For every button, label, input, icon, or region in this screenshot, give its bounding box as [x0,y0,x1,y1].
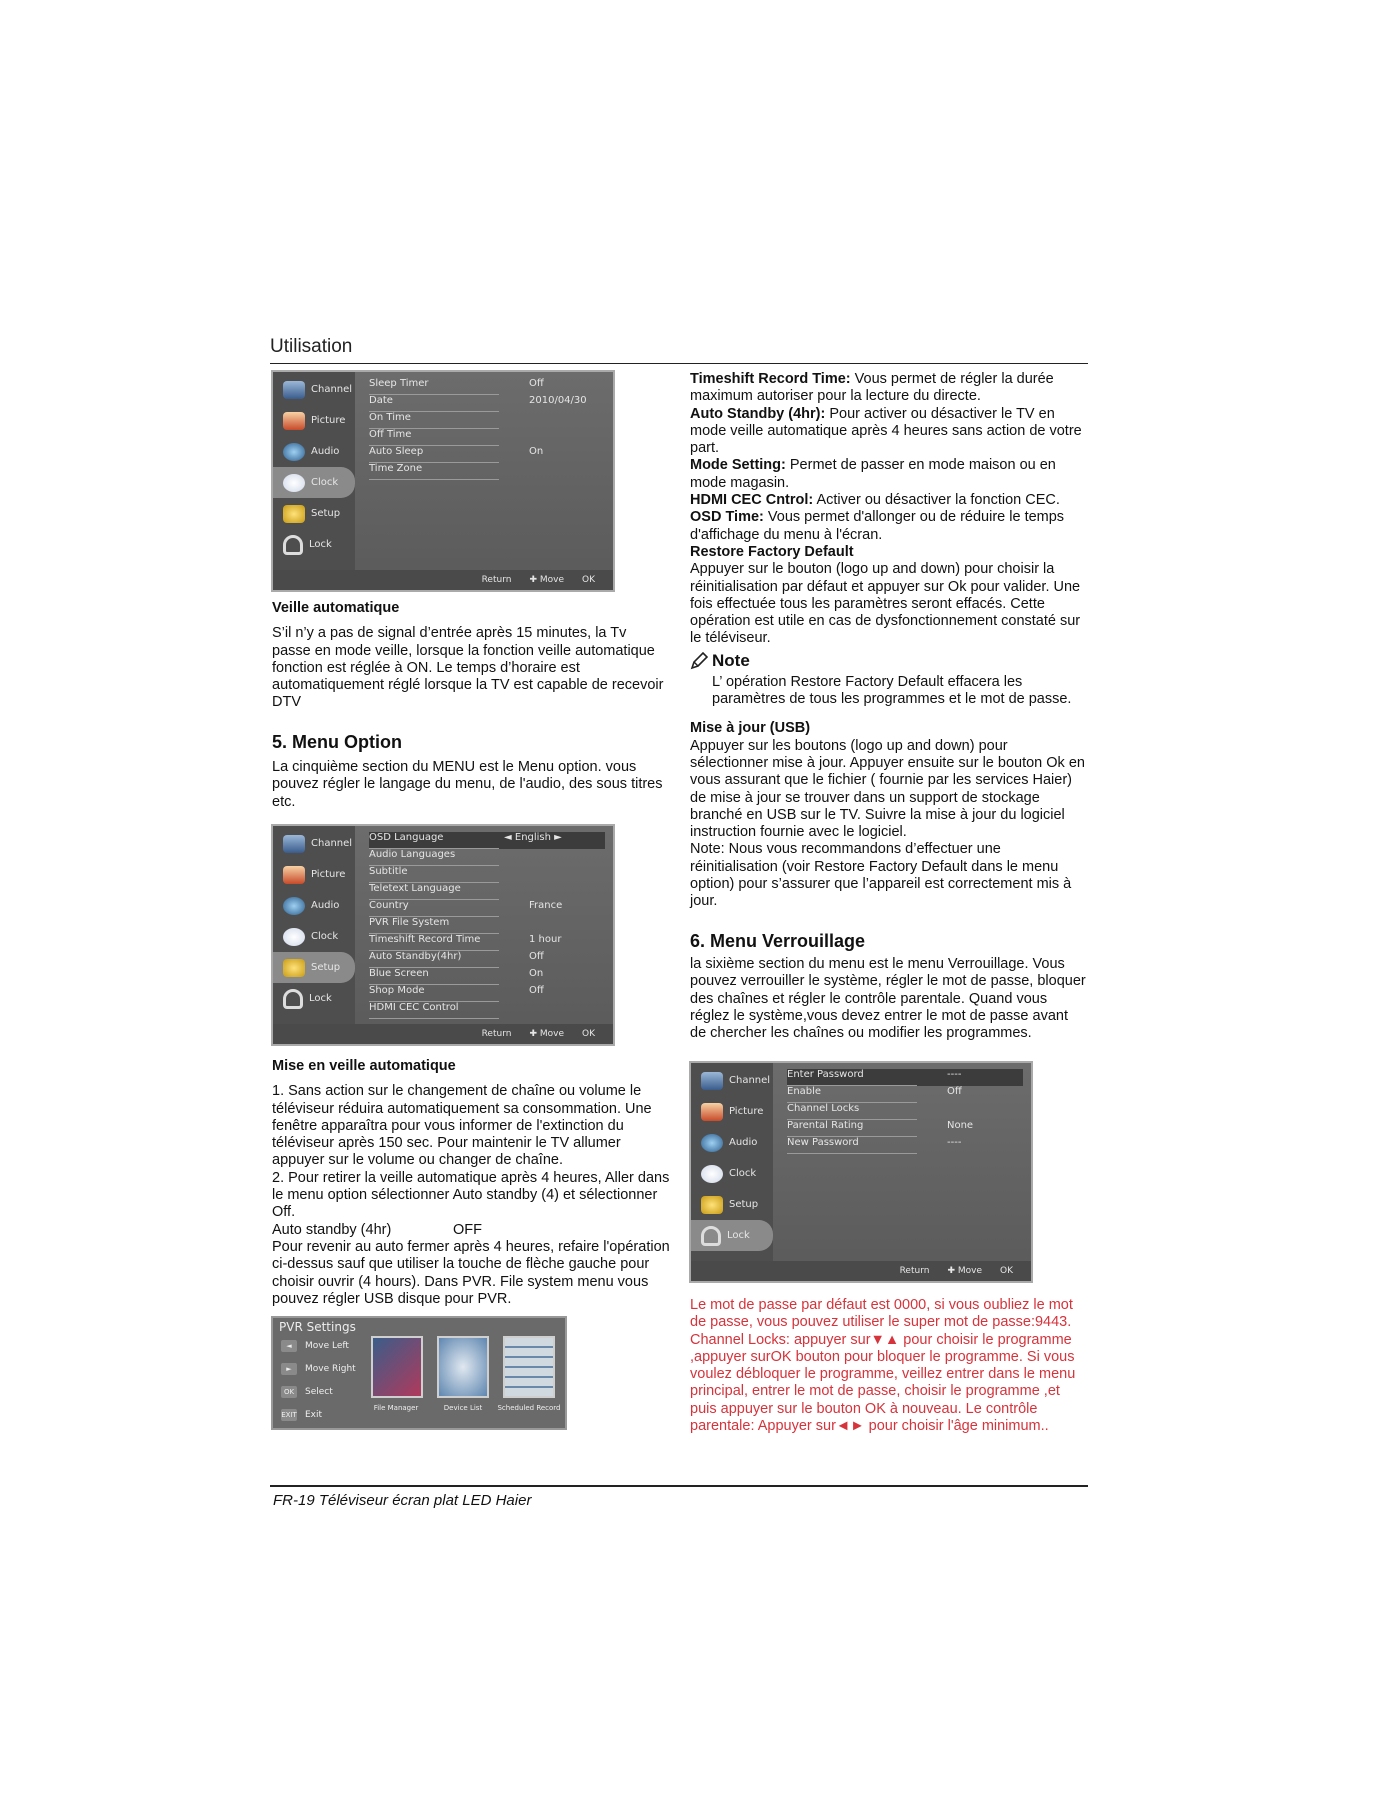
osd-clock-rows [369,378,605,480]
mise-veille-p1: 1. Sans action sur le changement de chaîne ou volume le téléviseur réduira automatiquement sa consommation. Une fenêtre apparaîtra pour vous informer de l'extinction du téléviseur après 150 sec. Pour maintenir le TV allumer appuyer sur le volume ou changer de chaîne. [272,1083,652,1169]
page-title: Utilisation [270,336,353,357]
auto-standby-line: Auto standby (4hr) OFF [272,1221,482,1238]
mise-veille-p4: Pour revenir au auto fermer après 4 heures, refaire l'opération ci-dessus sauf que utiliser la touche de flèche gauche pour choisir ouvrir (4 hours). Dans PVR. File system menu vous pouvez régler USB disque pour PVR. [272,1238,670,1307]
osd-side-setup: Setup [691,1189,773,1220]
osd-side-channel: Channel [273,374,355,405]
device-list-tile-icon [437,1336,489,1398]
password-paragraph: Le mot de passe par défaut est 0000, si vous oubliez le mot de passe, vous pouvez utiliser le super mot de passe:9443. Channel Locks: appuyer sur▼▲ pour choisir le programme ,appuyer surOK bouton pour bloquer le programme. Si vous voulez débloquer le programme, veillez entrer dans le menu principal, entrer le mot de passe, choisir le programme ,et puis appuyer sur le bouton OK à nouveau. Le contrôle parentale: Appuyer sur◄► pour choisir l'âge minimum.. [690,1297,1076,1435]
ok-hint: OK [582,1029,595,1039]
pvr-settings-screenshot [271,1316,567,1430]
pvr-title: PVR Settings [279,1320,356,1334]
return-hint: Return [899,1266,930,1276]
osd-row: Subtitle [369,866,605,883]
scheduled-record-tile-icon [503,1336,555,1398]
osd-bottom-bar [691,1261,1031,1281]
hdmi-paragraph: HDMI CEC Cntrol: Activer ou désactiver la fonction CEC. [690,492,1060,509]
osd-row: Enable Off [787,1086,1023,1103]
osd-row: HDMI CEC Control [369,1002,605,1019]
move-hint: ✚ Move [947,1266,982,1276]
note-paragraph: L’ opération Restore Factory Default effacera les paramètres de tous les programmes et le mot de passe. [712,673,1072,708]
osd-row: Auto Sleep On [369,446,605,463]
osd-row: Channel Locks [787,1103,1023,1120]
right-arrow-key-icon: ► [281,1363,297,1375]
osd-side-audio: Audio [273,436,355,467]
osd-row: Auto Standby(4hr) Off [369,951,605,968]
osd-side-lock: Lock [273,983,355,1014]
osd-time-paragraph: OSD Time: Vous permet d'allonger ou de réduire le temps d'affichage du menu à l'écran. [690,509,1065,543]
tile-caption: Device List [443,1404,483,1412]
osd-sidebar [691,1063,773,1261]
pencil-note-icon [690,652,708,670]
mise-veille-heading: Mise en veille automatique [272,1058,456,1074]
osd-row: Timeshift Record Time 1 hour [369,934,605,951]
audio-icon [283,443,305,461]
lock-menu-paragraph: la sixième section du menu est le menu Verrouillage. Vous pouvez verrouiller le système, régler le mot de passe, bloquer des chaînes et régler le contrôle parentale. Quand vous réglez le système,vous devez entrer le mot de passe avant de chercher les chaînes ou modifier les programmes. [690,955,1086,1042]
setup-star-icon [283,505,305,523]
mode-paragraph: Mode Setting: Permet de passer en mode maison ou en mode magasin. [690,457,1056,491]
return-hint: Return [481,575,512,585]
osd-side-clock: Clock [273,467,355,498]
picture-icon [283,866,305,884]
osd-row: Enter Password ---- [787,1069,1023,1086]
osd-clock-screenshot [271,370,615,592]
lock-icon [283,989,303,1009]
veille-heading: Veille automatique [272,600,400,616]
osd-row: Shop Mode Off [369,985,605,1002]
osd-side-picture: Picture [691,1096,773,1127]
lock-menu-heading: 6. Menu Verrouillage [690,930,866,951]
osd-row: Sleep Timer Off [369,378,605,395]
osd-side-audio: Audio [273,890,355,921]
osd-side-clock: Clock [273,921,355,952]
bottom-divider [270,1485,1088,1487]
timeshift-paragraph: Timeshift Record Time: Vous permet de régler la durée maximum autoriser pour la lecture du directe. [690,371,1054,405]
picture-icon [701,1103,723,1121]
page-footer: FR-19 Téléviseur écran plat LED Haier [273,1492,532,1509]
osd-row: Date 2010/04/30 [369,395,605,412]
osd-side-channel: Channel [273,828,355,859]
clock-icon [283,474,305,492]
exit-key-icon: EXIT [281,1411,297,1419]
osd-side-lock: Lock [273,529,355,560]
lock-icon [283,535,303,555]
osd-bottom-bar [273,570,613,590]
osd-row: New Password ---- [787,1137,1023,1154]
audio-icon [701,1134,723,1152]
menu-option-heading: 5. Menu Option [272,731,402,752]
osd-row: Time Zone [369,463,605,480]
osd-row: Audio Languages [369,849,605,866]
osd-row: Teletext Language [369,883,605,900]
osd-row: Country France [369,900,605,917]
veille-paragraph: S’il n’y a pas de signal d’entrée après 15 minutes, la Tv passe en mode veille, lorsque la fonction veille automatique fonction est réglée à ON. Le temps d’horaire est automatiquement réglé lorsque la TV est capable de recevoir DTV [272,625,664,711]
osd-side-channel: Channel [691,1065,773,1096]
osd-side-audio: Audio [691,1127,773,1158]
lock-icon [701,1226,721,1246]
osd-row: Off Time [369,429,605,446]
move-hint: ✚ Move [529,1029,564,1039]
file-manager-tile-icon [371,1336,423,1398]
setup-star-icon [701,1196,723,1214]
osd-row: On Time [369,412,605,429]
menu-option-paragraph: La cinquième section du MENU est le Menu option. vous pouvez régler le langage du menu, de l'audio, des sous titres etc. [272,759,663,810]
ok-key-icon: OK [281,1386,297,1398]
osd-lock-rows [787,1069,1023,1154]
ok-hint: OK [582,575,595,585]
clock-icon [701,1165,723,1183]
clock-icon [283,928,305,946]
osd-row: PVR File System [369,917,605,934]
audio-icon [283,897,305,915]
tile-caption: File Manager [373,1404,419,1412]
osd-side-picture: Picture [273,405,355,436]
osd-setup-rows [369,832,605,1019]
usb-note: Note: Nous vous recommandons d’effectuer une réinitialisation (voir Restore Factory Default dans le menu option) pour s’assurer que l’appareil est correctement mis à jour. [690,841,1072,910]
note-heading: Note [690,652,1088,670]
return-hint: Return [481,1029,512,1039]
usb-heading: Mise à jour (USB) [690,720,811,737]
osd-setup-screenshot [271,824,615,1046]
usb-paragraph: Appuyer sur les boutons (logo up and down) pour sélectionner mise à jour. Appuyer ensuite sur le bouton Ok en vous assurant que le fichier ( fournie par les services Haier) de mise à jour se trouver dans un support de stockage branché en USB sur le TV. Suivre la mise à jour du logiciel instruction fournie avec le logiciel. [690,737,1085,841]
channel-icon [283,381,305,399]
osd-side-picture: Picture [273,859,355,890]
pvr-option: ► Move Right [281,1363,356,1375]
move-hint: ✚ Move [529,575,564,585]
standby-paragraph: Auto Standby (4hr): Pour activer ou désactiver le TV en mode veille automatique après 4 heures sans action de votre part. [690,405,1082,457]
osd-sidebar [273,372,355,570]
right-column [690,371,1088,1042]
ok-hint: OK [1000,1266,1013,1276]
osd-lock-screenshot [689,1061,1033,1283]
osd-side-lock: Lock [691,1220,773,1251]
osd-side-setup: Setup [273,952,355,983]
osd-row: Parental Rating None [787,1120,1023,1137]
left-column-top [272,600,667,811]
setup-star-icon [283,959,305,977]
pvr-option: ◄ Move Left [281,1340,349,1352]
restore-paragraph: Appuyer sur le bouton (logo up and down) pour choisir la réinitialisation par défaut et appuyer sur Ok pour valider. Une fois effectuée tous les paramètres seront effacés. Cette opération est utile en cas de dysfonctionnement constaté sur le téléviseur. [690,561,1081,647]
left-column-bottom [272,1058,672,1308]
osd-row: OSD Language ◄ English ► [369,832,605,849]
mise-veille-p2: 2. Pour retirer la veille automatique après 4 heures, Aller dans le menu option sélectionner Auto standby (4) et sélectionner Off. [272,1169,670,1221]
osd-sidebar [273,826,355,1024]
pvr-option: OK Select [281,1386,333,1398]
channel-icon [283,835,305,853]
osd-side-setup: Setup [273,498,355,529]
tile-caption: Scheduled Record [497,1404,561,1412]
channel-icon [701,1072,723,1090]
osd-bottom-bar [273,1024,613,1044]
password-note [690,1297,1088,1435]
picture-icon [283,412,305,430]
pvr-option: EXIT Exit [281,1410,323,1420]
top-divider [270,363,1088,364]
osd-row: Blue Screen On [369,968,605,985]
left-arrow-key-icon: ◄ [281,1340,297,1352]
osd-side-clock: Clock [691,1158,773,1189]
restore-heading: Restore Factory Default [690,543,854,560]
